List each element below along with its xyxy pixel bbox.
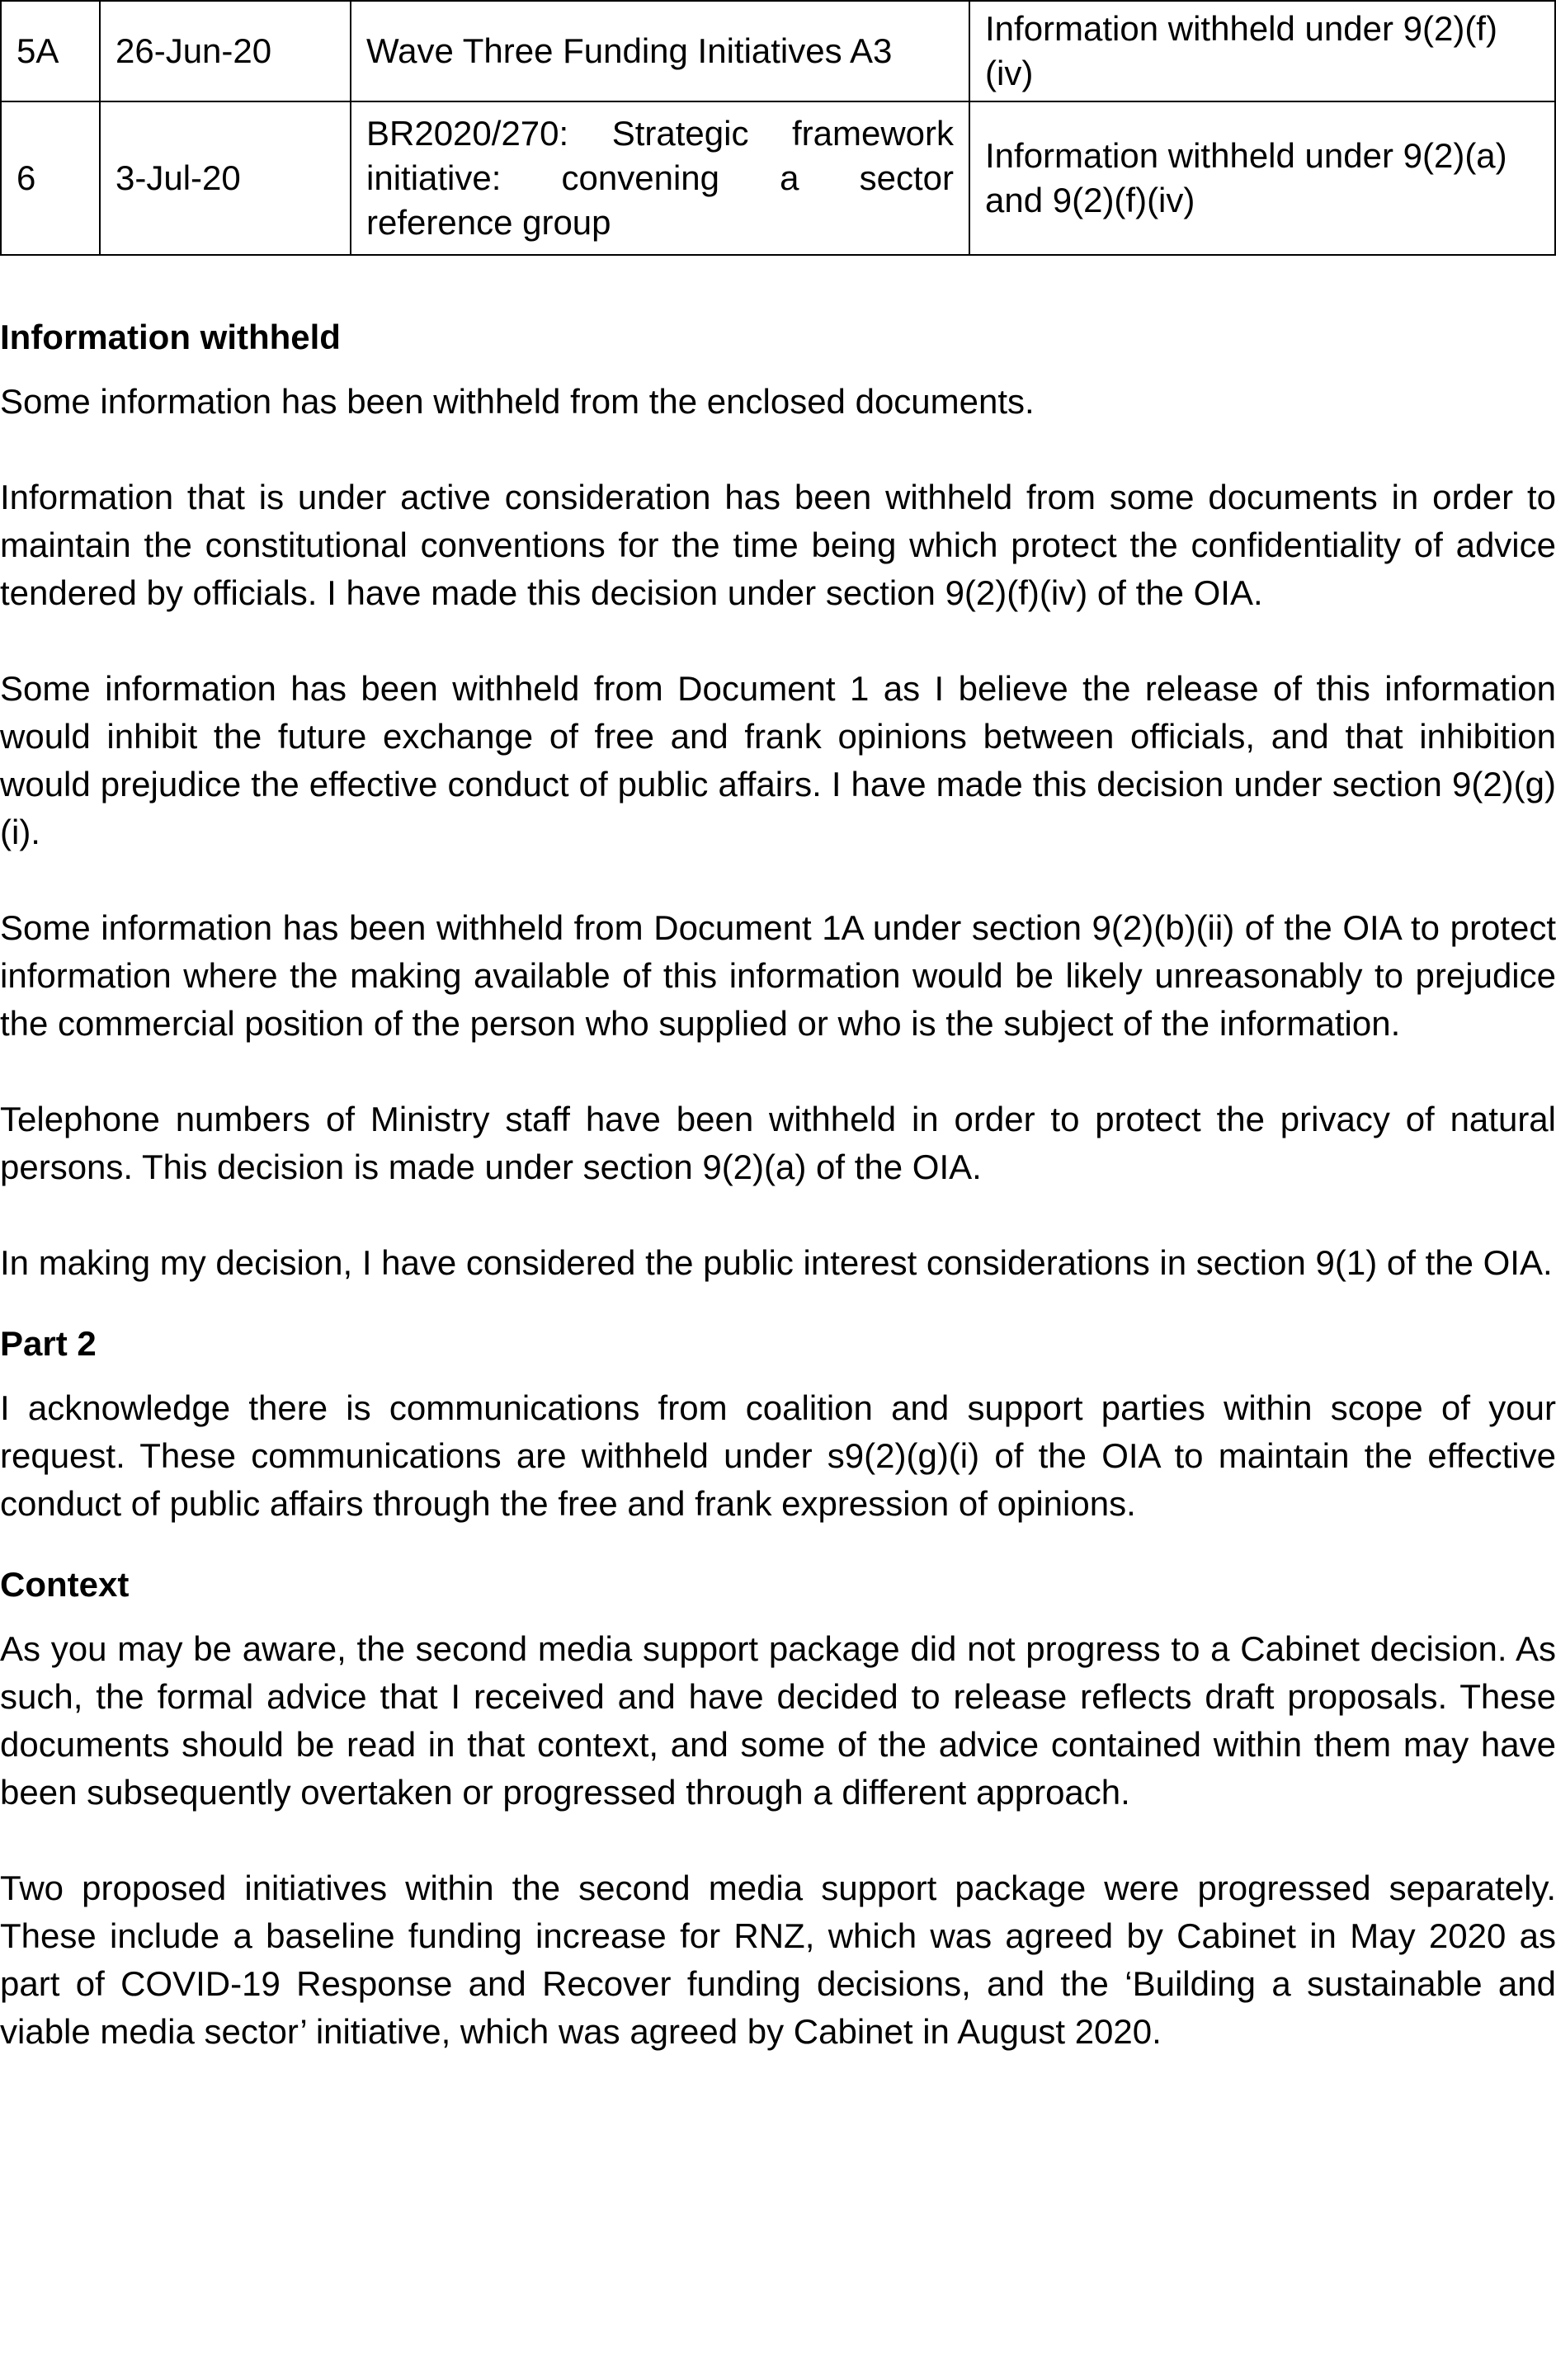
paragraph: As you may be aware, the second media support package did not progress to a Cabinet decision. As such, the formal advice that I received and have decided to release reflects draft proposals. These documents should be read in that context, and some of the advice contained within them may have been subsequently overtaken or progressed through a different approach. <box>0 1629 1556 1812</box>
doc-date: 26-Jun-20 <box>100 1 351 101</box>
paragraph: Some information has been withheld from the enclosed documents. <box>0 382 1035 421</box>
paragraph: In making my decision, I have considered the public interest considerations in section 9(1) of the OIA. <box>0 1243 1553 1282</box>
paragraph: I acknowledge there is communications from coalition and support parties within scope of your request. These communications are withheld under s9(2)(g)(i) of the OIA to maintain the effective conduct of public affairs through the free and frank expression of opinions. <box>0 1388 1556 1523</box>
section-heading-information-withheld: Information withheld <box>0 318 341 356</box>
paragraph: Telephone numbers of Ministry staff have been withheld in order to protect the privacy of natural persons. This decision is made under section 9(2)(a) of the OIA. <box>0 1100 1556 1186</box>
paragraph: Information that is under active consideration has been withheld from some documents in order to maintain the constitutional conventions for the time being which protect the confidentiality of advice tendered by officials. I have made this decision under section 9(2)(f)(iv) of the OIA. <box>0 478 1556 612</box>
doc-decision: Information withheld under 9(2)(f)(iv) <box>969 1 1555 101</box>
letter-body <box>0 313 1556 2104</box>
doc-title: BR2020/270: Strategic framework initiative: convening a sector reference group <box>351 101 969 255</box>
table-row <box>1 101 1555 255</box>
section-heading-part-2: Part 2 <box>0 1324 97 1363</box>
section-heading-context: Context <box>0 1565 130 1604</box>
paragraph: Some information has been withheld from Document 1 as I believe the release of this information would inhibit the future exchange of free and frank opinions between officials, and that inhibition would prejudice the effective conduct of public affairs. I have made this decision under section 9(2)(g)(i). <box>0 669 1556 851</box>
doc-number: 5A <box>1 1 100 101</box>
paragraph: Some information has been withheld from Document 1A under section 9(2)(b)(ii) of the OIA to protect information where the making available of this information would be likely unreasonably to prejudice the commercial position of the person who supplied or who is the subject of the information. <box>0 908 1556 1043</box>
table-row <box>1 1 1555 101</box>
documents-table <box>0 0 1556 256</box>
doc-date: 3-Jul-20 <box>100 101 351 255</box>
paragraph: Two proposed initiatives within the second media support package were progressed separately. These include a baseline funding increase for RNZ, which was agreed by Cabinet in May 2020 as part of COVID-19 Response and Recover funding decisions, and the ‘Building a sustainable and viable media sector’ initiative, which was agreed by Cabinet in August 2020. <box>0 1869 1556 2051</box>
doc-decision: Information withheld under 9(2)(a) and 9(2)(f)(iv) <box>969 101 1555 255</box>
doc-number: 6 <box>1 101 100 255</box>
doc-title: Wave Three Funding Initiatives A3 <box>351 1 969 101</box>
